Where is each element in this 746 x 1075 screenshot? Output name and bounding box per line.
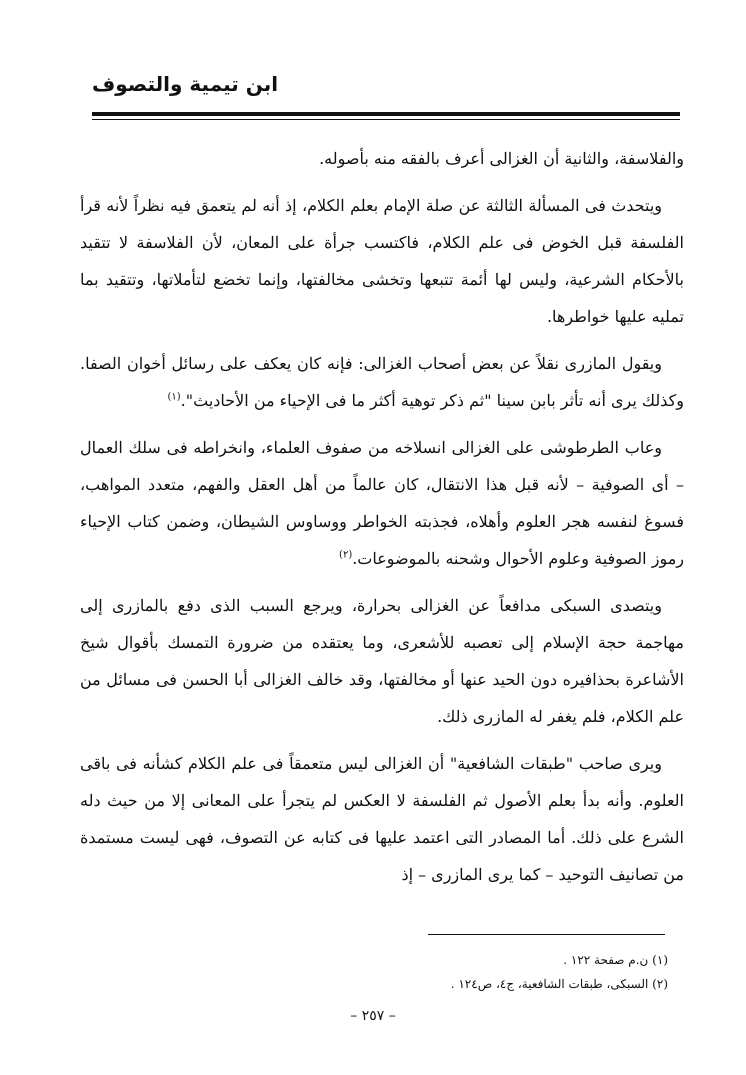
body-text — [80, 140, 684, 903]
footnotes — [208, 948, 668, 996]
paragraph-2: ويتحدث فى المسألة الثالثة عن صلة الإمام بعلم الكلام، إذ أنه لم يتعمق فيه نظراً لأنه قرأ الفلسفة قبل الخوض فى علم الكلام، فاكتسب جرأة على المعان، لأن الفلاسفة لا تتقيد بالأحكام الشرعية، وليس لها أئمة تتبعها وتخشى مخالفتها، وإنما تخضع لتأملاتها، وتتقيد بما تمليه عليها خواطرها. — [80, 196, 684, 326]
header-rule-thin — [92, 119, 680, 120]
paragraph-3-text: ويقول المازرى نقلاً عن بعض أصحاب الغزالى: فإنه كان يعكف على رسائل أخوان الصفا. وكذلك يرى أنه تأثر بابن سينا "ثم ذكر توهية أكثر ما فى الإحياء من الأحاديث". — [80, 354, 684, 410]
paragraph-1: والفلاسفة، والثانية أن الغزالى أعرف بالفقه منه بأصوله. — [319, 149, 684, 168]
footnote-1: (١) ن.م صفحة ١٢٢ . — [563, 953, 668, 967]
paragraph-5: ويتصدى السبكى مدافعاً عن الغزالى بحرارة، ويرجع السبب الذى دفع بالمازرى إلى مهاجمة حجة الإسلام إلى تعصبه للأشعرى، وما يعتقده من ضرورة التمسك بأقوال شيخ الأشاعرة بحذافيره دون الحيد عنها أو مخالفتها، وقد خالف الغزالى أبا الحسن فى مسائل من علم الكلام، فلم يغفر له المازرى ذلك. — [80, 596, 684, 726]
header-rule-thick — [92, 112, 680, 116]
footnote-2: (٢) السبكى، طبقات الشافعية، ج٤، ص١٢٤ . — [450, 977, 668, 991]
running-header: ابن تيمية والتصوف — [92, 72, 279, 96]
footnote-mark-2: (٢) — [339, 549, 353, 561]
footnote-rule — [428, 934, 665, 935]
paragraph-6: ويرى صاحب "طبقات الشافعية" أن الغزالى ليس متعمقاً فى علم الكلام كشأنه فى باقى العلوم. وأنه بدأ بعلم الأصول ثم الفلسفة لا العكس لم يتجرأ على المعانى إلا من حيث دله الشرع على ذلك. أما المصادر التى اعتمد عليها فى كتابه عن التصوف، فهى ليست مستمدة من تصانيف التوحيد – كما يرى المازرى – إذ — [80, 754, 684, 884]
paragraph-3 — [80, 345, 684, 419]
page-number: – ٢٥٧ – — [350, 1008, 396, 1024]
footnote-mark-1: (١) — [167, 391, 181, 403]
paragraph-4 — [80, 429, 684, 577]
paragraph-4-text: وعاب الطرطوشى على الغزالى انسلاخه من صفوف العلماء، وانخراطه فى سلك العمال – أى الصوفية – لأنه قبل هذا الانتقال، كان عالماً من أهل العقل والفهم، متعدد المواهب، فسوغ لنفسه هجر العلوم وأهلاه، فجذبته الخواطر ووساوس الشيطان، وضمن كتاب الإحياء رموز الصوفية وعلوم الأحوال وشحنه بالموضوعات. — [80, 438, 685, 568]
